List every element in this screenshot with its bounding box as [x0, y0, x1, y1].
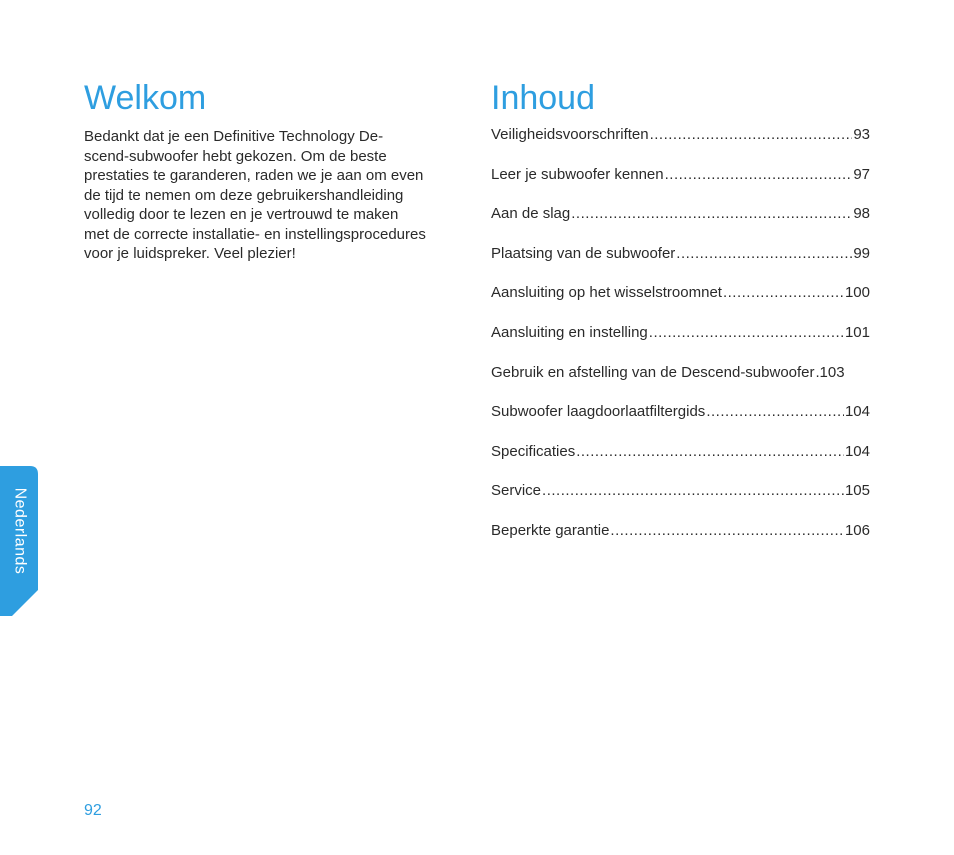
welcome-paragraph	[84, 127, 468, 264]
toc-entry-page: 99	[853, 244, 870, 262]
toc-entry-title: Subwoofer laagdoorlaatfiltergids	[491, 403, 706, 421]
toc-entry[interactable]	[491, 165, 870, 205]
toc-entry-page: 100	[844, 284, 870, 302]
contents-title: Inhoud	[491, 79, 595, 117]
toc-leader-dots	[610, 521, 844, 541]
language-side-tab	[0, 466, 38, 616]
toc-entry-page: 93	[853, 126, 870, 143]
welcome-line: volledig door te lezen en je vertrouwd te maken	[84, 206, 399, 223]
toc-entry[interactable]	[491, 521, 870, 561]
welcome-title: Welkom	[84, 79, 207, 117]
toc-entry[interactable]	[491, 244, 870, 284]
toc-entry-title: Beperkte garantie	[491, 521, 610, 539]
welcome-line: met de correcte installatie- en instellingsprocedures	[84, 225, 426, 243]
toc-leader-dots	[650, 125, 853, 145]
welcome-line: scend-subwoofer hebt gekozen. Om de beste	[84, 147, 387, 165]
toc-leader-dots	[649, 323, 844, 343]
toc-entry-page: 97	[853, 165, 870, 183]
welcome-line: de tijd te nemen om deze gebruikershandleiding	[84, 186, 404, 204]
toc-entry-page: 98	[853, 205, 870, 223]
toc-entry[interactable]	[491, 481, 870, 521]
toc-entry-title: Plaatsing van de subwoofer	[491, 244, 676, 262]
toc-leader-dots	[665, 165, 853, 185]
welcome-line: voor je luidspreker. Veel plezier!	[84, 245, 296, 262]
toc-entry-title: Aansluiting op het wisselstroomnet	[491, 284, 722, 302]
toc-entry[interactable]	[491, 442, 870, 482]
toc-entry-title: Leer je subwoofer kennen	[491, 165, 664, 183]
toc-entry-title: Aan de slag	[491, 205, 571, 223]
toc-entry-title: Service	[491, 482, 542, 500]
toc-leader-dots	[571, 204, 852, 224]
table-of-contents	[491, 125, 870, 561]
page-number: 92	[84, 802, 102, 819]
toc-leader-dots	[542, 481, 844, 501]
toc-entry[interactable]	[491, 402, 870, 442]
toc-entry-page: 103	[819, 363, 845, 381]
toc-entry-title: Specificaties	[491, 442, 576, 460]
toc-entry-title: Aansluiting en instelling	[491, 323, 648, 341]
toc-leader-dots	[706, 402, 844, 422]
toc-entry[interactable]	[491, 125, 870, 165]
toc-entry-page: 104	[844, 442, 870, 460]
toc-entry-title: Gebruik en afstelling van de Descend-subwoofer	[491, 363, 815, 381]
toc-entry-page: 104	[844, 403, 870, 421]
toc-entry[interactable]	[491, 204, 870, 244]
toc-leader-dots	[576, 442, 844, 462]
toc-entry[interactable]	[491, 323, 870, 363]
toc-entry-page: 106	[844, 521, 870, 539]
toc-leader-dots	[723, 283, 844, 303]
toc-entry-page: 101	[844, 323, 870, 341]
toc-leader-dots	[816, 363, 819, 383]
language-label: Nederlands	[11, 487, 29, 575]
welcome-line: Bedankt dat je een Definitive Technology De-	[84, 128, 384, 145]
toc-entry-page: 105	[844, 482, 870, 500]
toc-entry[interactable]	[491, 363, 870, 403]
toc-entry-title: Veiligheidsvoorschriften	[491, 126, 649, 143]
toc-entry[interactable]	[491, 283, 870, 323]
toc-leader-dots	[676, 244, 852, 264]
welcome-line: prestaties te garanderen, raden we je aan om even	[84, 167, 424, 184]
